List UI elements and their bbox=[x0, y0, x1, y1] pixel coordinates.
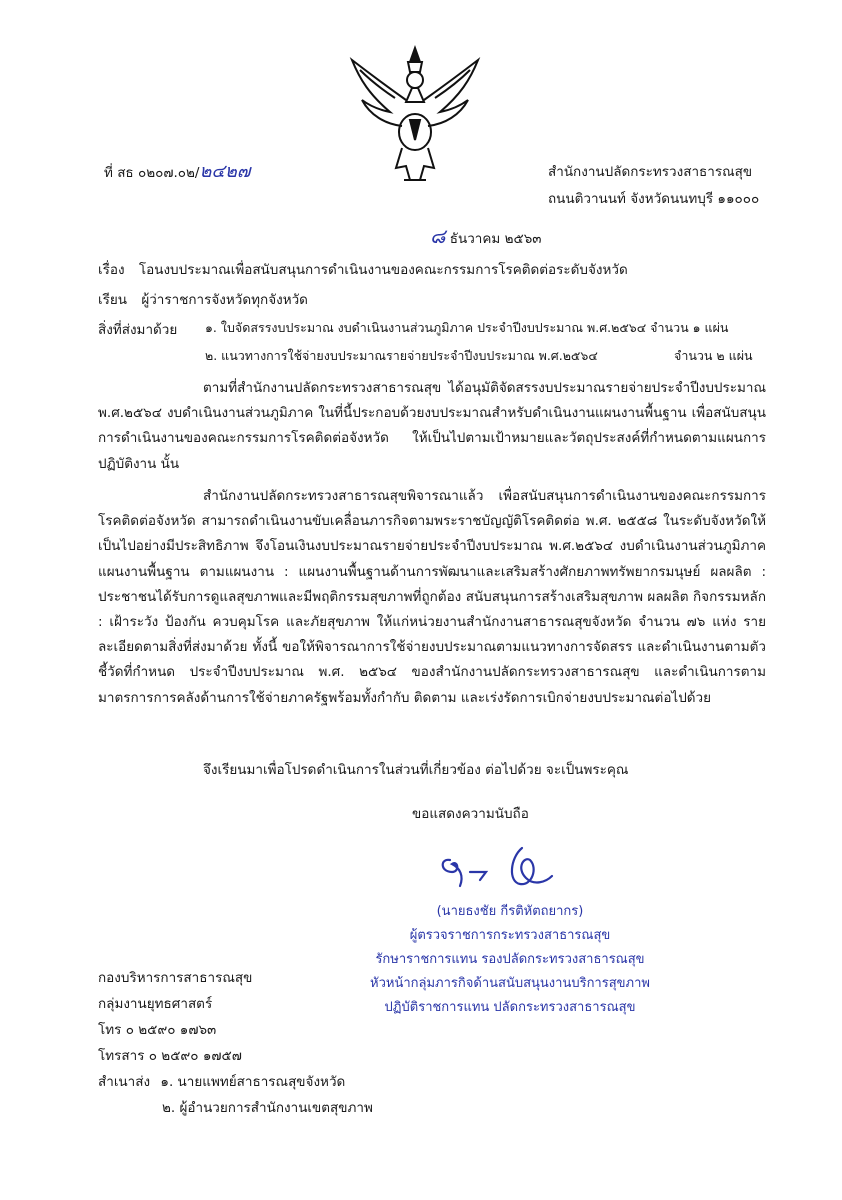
footer-dept: กองบริหารการสาธารณสุข bbox=[98, 970, 253, 986]
date-day-handwritten: ๘ bbox=[430, 224, 446, 248]
footer-cc-item-2: ๒. ผู้อำนวยการสำนักงานเขตสุขภาพ bbox=[162, 1100, 373, 1116]
doc-number bbox=[104, 156, 250, 185]
signatory-title-3: หัวหน้ากลุ่มภารกิจด้านสนับสนุนงานบริการสุขภาพ bbox=[370, 976, 650, 991]
doc-number-handwritten: ๒๔๒๗ bbox=[199, 161, 251, 182]
subject-text: โอนงบประมาณเพื่อสนับสนุนการดำเนินงานของคณะกรรมการโรคติดต่อระดับจังหวัด bbox=[138, 262, 628, 278]
body-paragraph-2: สำนักงานปลัดกระทรวงสาธารณสุขพิจารณาแล้ว เพื่อสนับสนุนการดำเนินงานของคณะกรรมการโรคติดต่อจังหวัด สามารถดำเนินงานขับเคลื่อนภารกิจตามพระราชบัญญัติโรคติดต่อ พ.ศ. ๒๕๕๘ ในระดับจังหวัดให้เป็นไปอย่างมีประสิทธิภาพ จึงโอนเงินงบประมาณรายจ่ายประจำปีงบประมาณ พ.ศ.๒๕๖๔ งบดำเนินงานส่วนภูมิภาค แผนงานพื้นฐาน ตามแผนงาน : แผนงานพื้นฐานด้านการพัฒนาและเสริมสร้างศักยภาพทรัพยากรมนุษย์ ผลผลิต : ประชาชนได้รับการดูแลสุขภาพและมีพฤติกรรมสุขภาพที่ถูกต้อง สนับสนุนการสร้างเสริมสุขภาพ ผลผลิต กิจกรรมหลัก : เฝ้าระวัง ป้องกัน ควบคุมโรค และภัยสุขภาพ ให้แก่หน่วยงานสำนักงานสาธารณสุขจังหวัด จำนวน ๗๖ แห่ง รายละเอียดตามสิ่งที่ส่งมาด้วย ทั้งนี้ ขอให้พิจารณาการใช้จ่ายงบประมาณตามแนวทางการจัดสรร และดำเนินงานตามตัวชี้วัดที่กำหนด ประจำปีงบประมาณ พ.ศ. ๒๕๖๔ ของสำนักงานปลัดกระทรวงสาธารณสุข และดำเนินการตามมาตรการการคลังด้านการใช้จ่ายภาครัฐพร้อมทั้งกำกับ ติดตาม และเร่งรัดการเบิกจ่ายงบประมาณต่อไปด้วย bbox=[98, 488, 766, 706]
footer-fax: โทรสาร ๐ ๒๕๙๐ ๑๗๕๗ bbox=[98, 1048, 242, 1064]
salutation-line bbox=[98, 288, 308, 310]
signatory-title-1: ผู้ตรวจราชการกระทรวงสาธารณสุข bbox=[409, 928, 611, 943]
org-address: ถนนติวานนท์ จังหวัดนนทบุรี ๑๑๐๐๐ bbox=[548, 191, 760, 207]
date-month-year: ธันวาคม ๒๕๖๓ bbox=[449, 231, 542, 247]
handwritten-signature-icon bbox=[430, 838, 560, 898]
doc-date bbox=[430, 220, 542, 252]
attachment-item-2: ๒. แนวทางการใช้จ่ายงบประมาณรายจ่ายประจำปีงบประมาณ พ.ศ.๒๕๖๔ bbox=[205, 348, 598, 363]
footer-group: กลุ่มงานยุทธศาสตร์ bbox=[98, 996, 213, 1012]
signatory-block bbox=[360, 900, 660, 1020]
subject-line bbox=[98, 258, 628, 280]
attachments-label: สิ่งที่ส่งมาด้วย bbox=[98, 322, 178, 338]
signatory-title-2: รักษาราชการแทน รองปลัดกระทรวงสาธารณสุข bbox=[375, 952, 645, 967]
signatory-name: (นายธงชัย กีรติหัตถยากร) bbox=[436, 904, 584, 919]
body-paragraph-1: ตามที่สำนักงานปลัดกระทรวงสาธารณสุข ได้อนุมัติจัดสรรงบประมาณรายจ่ายประจำปีงบประมาณ พ.ศ.๒๕๖๔ งบดำเนินงานส่วนภูมิภาค ในที่นี้ประกอบด้วยงบประมาณสำหรับดำเนินงานแผนงานพื้นฐาน เพื่อสนับสนุนการดำเนินงานของคณะกรรมการโรคติดต่อจังหวัด ให้เป็นไปตามเป้าหมายและวัตถุประสงค์ที่กำหนดตามแผนการปฏิบัติงาน นั้น bbox=[98, 380, 766, 472]
signatory-title-4: ปฏิบัติราชการแทน ปลัดกระทรวงสาธารณสุข bbox=[384, 1000, 636, 1015]
doc-number-prefix: ที่ สธ ๐๒๐๗.๐๒/ bbox=[104, 165, 200, 181]
attachment-item-1: ๑. ใบจัดสรรงบประมาณ งบดำเนินงานส่วนภูมิภาค ประจำปีงบประมาณ พ.ศ.๒๕๖๔ จำนวน ๑ แผ่น bbox=[205, 320, 729, 335]
closing-phrase: ขอแสดงความนับถือ bbox=[412, 806, 529, 822]
footer-cc-label: สำเนาส่ง bbox=[98, 1074, 151, 1090]
salutation-text: ผู้ว่าราชการจังหวัดทุกจังหวัด bbox=[141, 292, 308, 308]
salutation-label: เรียน bbox=[98, 292, 128, 308]
footer-phone: โทร ๐ ๒๕๙๐ ๑๗๖๓ bbox=[98, 1022, 217, 1038]
org-name: สำนักงานปลัดกระทรวงสาธารณสุข bbox=[548, 164, 753, 180]
subject-label: เรื่อง bbox=[98, 262, 125, 278]
footer-cc-1 bbox=[98, 1070, 345, 1092]
body-paragraph-3: จึงเรียนมาเพื่อโปรดดำเนินการในส่วนที่เกี่ยวข้อง ต่อไปด้วย จะเป็นพระคุณ bbox=[203, 762, 629, 778]
garuda-emblem-icon bbox=[340, 40, 490, 190]
footer-cc-item-1: ๑. นายแพทย์สาธารณสุขจังหวัด bbox=[160, 1074, 346, 1090]
attachment-item-2-count: จำนวน ๒ แผ่น bbox=[674, 348, 753, 363]
